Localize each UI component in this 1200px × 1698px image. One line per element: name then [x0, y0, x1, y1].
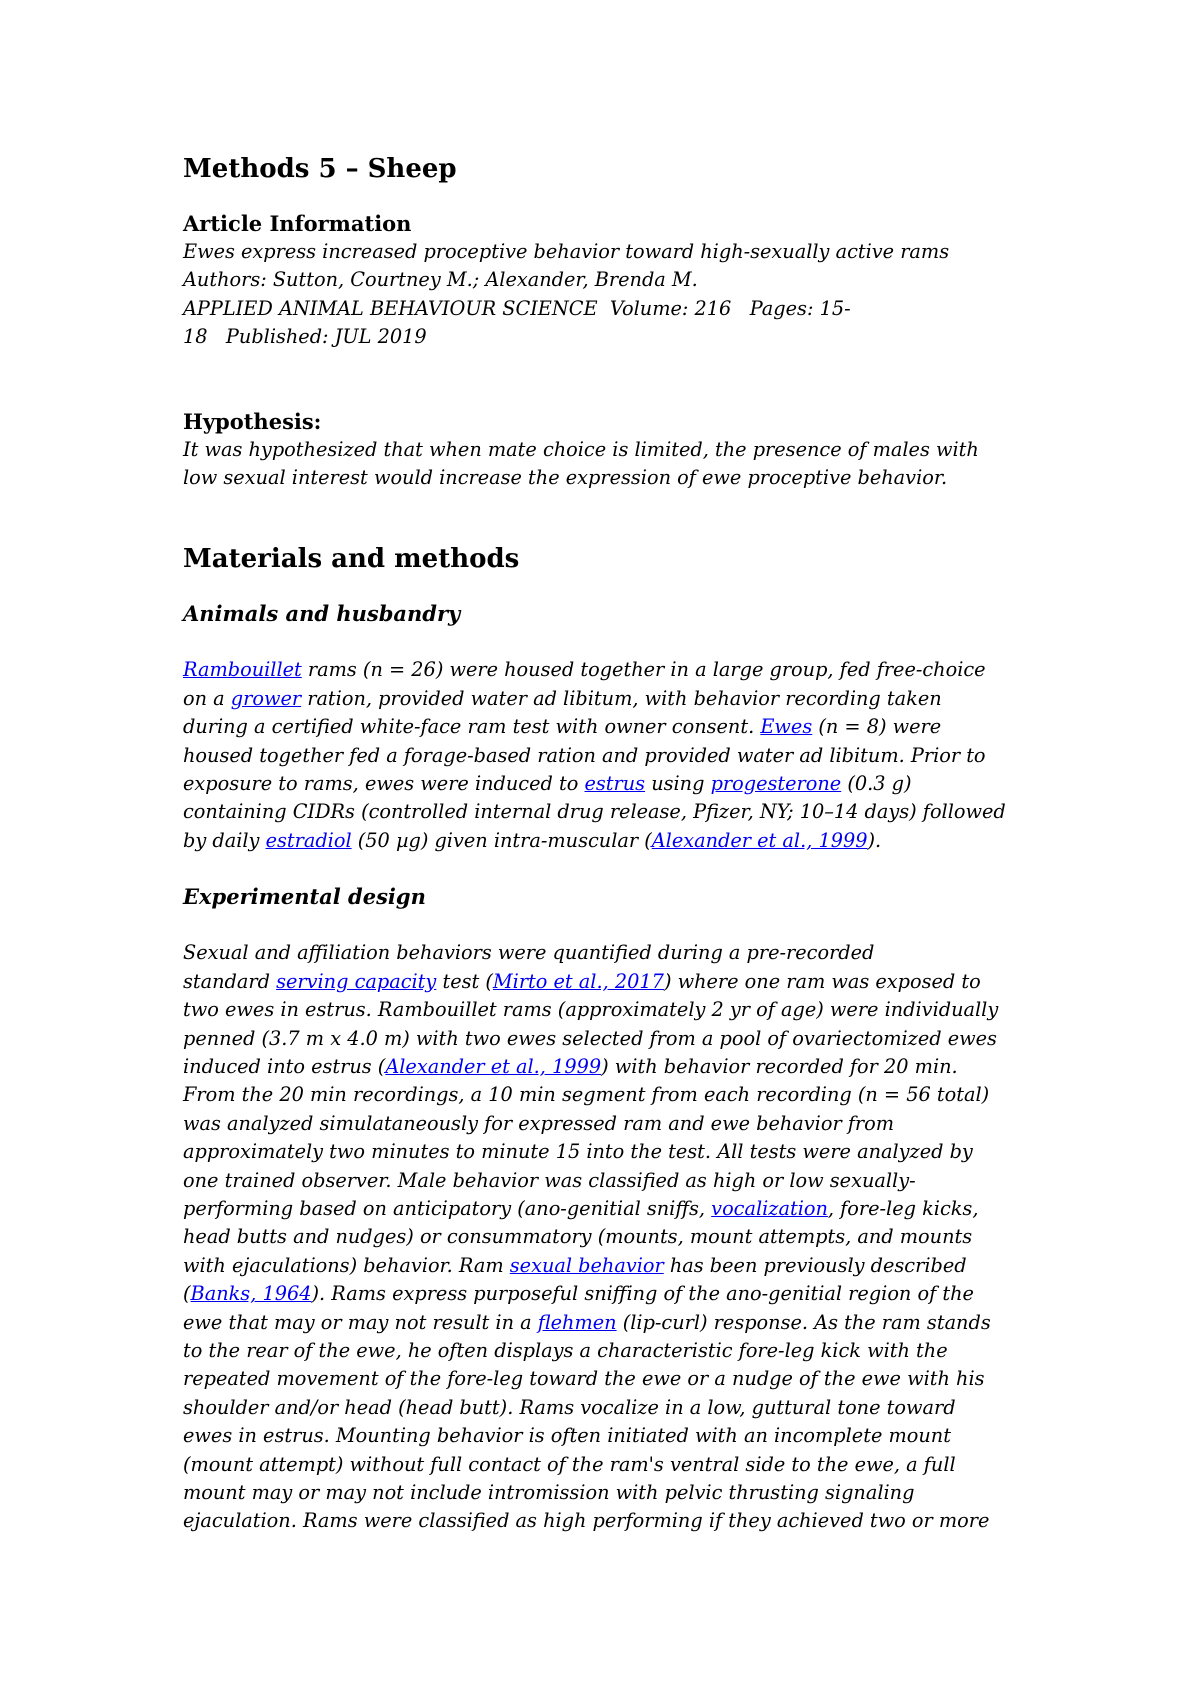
text-line	[183, 1507, 1063, 1535]
text-line	[183, 1394, 1063, 1422]
reference-link[interactable]: Alexander et al., 1999	[385, 1054, 602, 1078]
text-line	[183, 1309, 1063, 1337]
text-segment: during a certified white-face ram test with owner consent.	[183, 715, 761, 739]
text-segment: shoulder and/or head (head butt). Rams vocalize in a low, guttural tone toward	[183, 1395, 956, 1419]
text-line	[183, 1223, 1063, 1251]
reference-link[interactable]: progesterone	[710, 772, 842, 796]
text-segment: has been previously described	[663, 1253, 967, 1277]
text-line	[183, 1365, 1063, 1393]
text-segment: test (	[436, 969, 493, 993]
text-line	[183, 798, 1063, 826]
text-segment: was analyzed simulataneously for expressed ram and ewe behavior from	[183, 1111, 895, 1135]
text-line	[183, 1451, 1063, 1479]
text-line	[183, 685, 1063, 713]
text-segment: (mount attempt) without full contact of the ram's ventral side to the ewe, a full	[183, 1452, 956, 1476]
text-segment: From the 20 min recordings, a 10 min segment from each recording (n = 56 total)	[183, 1083, 990, 1107]
text-line	[183, 1053, 1063, 1081]
text-line	[183, 770, 1063, 798]
reference-link[interactable]: serving capacity	[276, 969, 437, 993]
text-segment: rams (n = 26) were housed together in a large group, fed free-choice	[301, 658, 986, 682]
text-segment: ewe that may or may not result in a	[183, 1310, 538, 1334]
text-segment: to the rear of the ewe, he often displays a characteristic fore-leg kick with the	[183, 1338, 948, 1362]
text-line	[183, 996, 1063, 1024]
text-segment: penned (3.7 m x 4.0 m) with two ewes selected from a pool of ovariectomized ewes	[183, 1026, 997, 1050]
text-segment: ewes in estrus. Mounting behavior is often initiated with an incomplete mount	[183, 1424, 951, 1448]
text-segment: (0.3 g)	[841, 772, 912, 796]
reference-link[interactable]: Ewes	[760, 715, 813, 739]
design-paragraph	[183, 939, 1063, 1536]
text-segment: repeated movement of the fore-leg toward the ewe or a nudge of the ewe with his	[183, 1367, 985, 1391]
text-line	[183, 968, 1063, 996]
reference-link[interactable]: Alexander et al., 1999	[651, 828, 868, 852]
article-title-line: Ewes express increased proceptive behavior toward high-sexually active rams	[183, 240, 950, 263]
text-segment: ). Rams express purposeful sniffing of the ano-genitial region of the	[311, 1282, 974, 1306]
reference-link[interactable]: sexual behavior	[509, 1253, 664, 1277]
materials-section	[183, 540, 1063, 1535]
article-information	[183, 210, 1063, 352]
text-line	[183, 713, 1063, 741]
text-line	[183, 827, 1063, 855]
text-segment: , fore-leg kicks,	[827, 1196, 979, 1220]
text-segment: by daily	[183, 828, 266, 852]
text-segment: ).	[867, 828, 882, 852]
reference-link[interactable]: flehmen	[537, 1310, 617, 1334]
text-segment: exposure to rams, ewes were induced to	[183, 772, 585, 796]
reference-link[interactable]: Mirto et al., 2017	[492, 969, 664, 993]
design-heading: Experimental design	[183, 884, 426, 910]
text-segment: induced into estrus (	[183, 1054, 386, 1078]
reference-link[interactable]: Banks, 1964	[190, 1282, 312, 1306]
reference-link[interactable]: Rambouillet	[183, 658, 302, 682]
text-segment: ) with behavior recorded for 20 min.	[601, 1054, 958, 1078]
text-segment: ) where one ram was exposed to	[663, 969, 981, 993]
reference-link[interactable]: estradiol	[265, 828, 352, 852]
animals-heading: Animals and husbandry	[183, 601, 461, 627]
hypothesis-section	[183, 408, 1063, 493]
page-title: Methods 5 – Sheep	[183, 154, 457, 184]
hypothesis-line: It was hypothesized that when mate choice is limited, the presence of males with	[183, 437, 979, 461]
text-segment: using	[645, 772, 711, 796]
materials-heading: Materials and methods	[183, 544, 520, 575]
text-segment: (lip-curl) response. As the ram stands	[616, 1310, 991, 1334]
document-content	[183, 138, 1063, 1536]
text-segment: mount may or may not include intromission with pelvic thrusting signaling	[183, 1481, 915, 1504]
hypothesis-line: low sexual interest would increase the expression of ewe proceptive behavior.	[183, 466, 948, 490]
hypothesis-heading: Hypothesis:	[183, 408, 322, 434]
text-segment: with ejaculations) behavior. Ram	[183, 1253, 510, 1277]
text-segment: approximately two minutes to minute 15 into the test. All tests were analyzed by	[183, 1140, 973, 1164]
text-segment: containing CIDRs (controlled internal drug release, Pfizer, NY; 10–14 days) followed	[183, 800, 1006, 824]
reference-link[interactable]: vocalization	[711, 1196, 828, 1220]
text-segment: housed together fed a forage-based ration and provided water ad libitum. Prior to	[183, 743, 986, 767]
text-segment: (	[183, 1282, 191, 1306]
text-segment: on a	[183, 686, 231, 710]
text-line	[183, 1110, 1063, 1138]
journal-line: APPLIED ANIMAL BEHAVIOUR SCIENCE Volume: 216 Pages: 15-	[183, 296, 851, 320]
text-line	[183, 656, 1063, 684]
reference-link[interactable]: estrus	[584, 772, 646, 796]
published-line: 18 Published: JUL 2019	[183, 325, 427, 349]
reference-link[interactable]: grower	[230, 686, 302, 710]
authors-line: Authors: Sutton, Courtney M.; Alexander, Brenda M.	[183, 268, 698, 292]
text-line	[183, 1025, 1063, 1053]
text-line	[183, 1337, 1063, 1365]
text-segment: ejaculation. Rams were classified as high performing if they achieved two or more	[183, 1509, 990, 1533]
text-segment: (n = 8) were	[812, 715, 942, 739]
animals-paragraph	[183, 656, 1063, 855]
text-segment: standard	[183, 969, 277, 993]
text-segment: performing based on anticipatory (ano-genitial sniffs,	[183, 1196, 712, 1220]
text-line	[183, 1280, 1063, 1308]
article-info-heading: Article Information	[183, 211, 412, 236]
text-line	[183, 1479, 1063, 1507]
text-segment: two ewes in estrus. Rambouillet rams (approximately 2 yr of age) were individually	[183, 998, 999, 1022]
text-line	[183, 742, 1063, 770]
text-segment: head butts and nudges) or consummatory (mounts, mount attempts, and mounts	[183, 1225, 973, 1249]
text-segment: Sexual and affiliation behaviors were quantified during a pre-recorded	[183, 941, 875, 965]
text-line	[183, 1138, 1063, 1166]
text-segment: (50 µg) given intra-muscular (	[351, 828, 652, 852]
text-line	[183, 1195, 1063, 1223]
text-segment: one trained observer. Male behavior was classified as high or low sexually-	[183, 1168, 916, 1192]
text-line	[183, 1252, 1063, 1280]
text-line	[183, 939, 1063, 967]
text-line	[183, 1422, 1063, 1450]
text-line	[183, 1167, 1063, 1195]
text-segment: ration, provided water ad libitum, with behavior recording taken	[301, 686, 942, 710]
text-line	[183, 1081, 1063, 1109]
